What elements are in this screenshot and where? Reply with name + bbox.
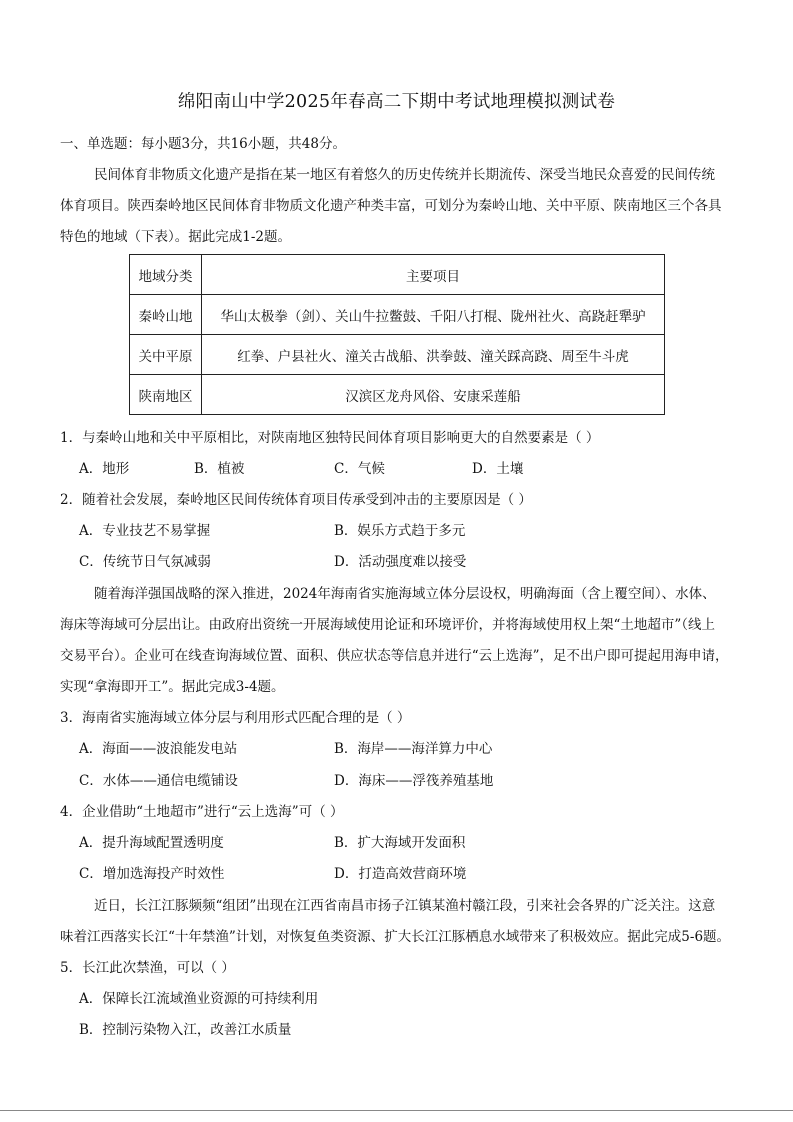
table-header: 主要项目: [202, 255, 665, 295]
question-2-option-b: B．娱乐方式趋于多元: [334, 523, 466, 539]
question-1-stem: 1．与秦岭山地和关中平原相比，对陕南地区独特民间体育项目影响更大的自然要素是（ ）: [60, 430, 600, 446]
question-2-option-a: A．专业技艺不易掌握: [79, 523, 211, 539]
section-heading: 一、单选题：每小题3分，共16小题，共48分。: [60, 136, 346, 152]
table-cell: 陕南地区: [130, 375, 202, 415]
passage-2-line-2: 海床等海域可分层出让。由政府出资统一开展海域使用论证和环境评价，并将海域使用权上架“土地超市”（线上: [60, 617, 716, 633]
page-bottom-rule: [0, 1110, 793, 1111]
question-2-option-c: C．传统节日气氛减弱: [79, 554, 211, 570]
question-4-option-a: A．提升海域配置透明度: [79, 835, 224, 851]
question-4-stem: 4．企业借助“土地超市”进行“云上选海”可（ ）: [60, 804, 344, 820]
table-cell: 红拳、户县社火、潼关古战船、洪拳鼓、潼关踩高跷、周至牛斗虎: [202, 335, 665, 375]
question-4-option-b: B．扩大海域开发面积: [334, 835, 466, 851]
question-5-stem: 5．长江此次禁渔，可以（ ）: [60, 960, 235, 976]
table-cell: 汉滨区龙舟风俗、安康采莲船: [202, 375, 665, 415]
table-cell: 秦岭山地: [130, 295, 202, 335]
table-row: [130, 335, 665, 375]
table-cell: 关中平原: [130, 335, 202, 375]
question-1-option-c: C．气候: [334, 461, 385, 477]
question-2-stem: 2．随着社会发展，秦岭地区民间传统体育项目传承受到冲击的主要原因是（ ）: [60, 492, 532, 508]
region-table: [129, 254, 665, 415]
question-5-option-a: A．保障长江流域渔业资源的可持续利用: [79, 991, 319, 1007]
question-4-option-c: C．增加选海投产时效性: [79, 866, 225, 882]
passage-1-line-1: 民间体育非物质文化遗产是指在某一地区有着悠久的历史传统并长期流传、深受当地民众喜爱的民间传统: [94, 167, 715, 183]
passage-3-line-2: 味着江西落实长江“十年禁渔”计划，对恢复鱼类资源、扩大长江江豚栖息水域带来了积极效应。据此完成5-6题。: [60, 929, 731, 945]
question-4-option-d: D．打造高效营商环境: [334, 866, 467, 882]
question-3-option-d: D．海床——浮筏养殖基地: [334, 773, 494, 789]
question-1-option-a: A．地形: [79, 461, 130, 477]
question-1-option-d: D．土壤: [472, 461, 524, 477]
page-title: 绵阳南山中学2025年春高二下期中考试地理模拟测试卷: [177, 92, 616, 112]
table-header-row: [130, 255, 665, 295]
table-cell: 华山太极拳（剑）、关山牛拉鳖鼓、千阳八打棍、陇州社火、高跷赶犟驴: [202, 295, 665, 335]
passage-2-line-3: 交易平台）。企业可在线查询海域位置、面积、供应状态等信息并进行“云上选海”，足不出户即可提起用海申请，: [60, 648, 729, 664]
question-3-option-c: C．水体——通信电缆铺设: [79, 773, 238, 789]
question-5-option-b: B．控制污染物入江，改善江水质量: [79, 1022, 292, 1038]
table-header: 地域分类: [130, 255, 202, 295]
table-row: [130, 295, 665, 335]
question-3-option-a: A．海面——波浪能发电站: [79, 741, 238, 757]
passage-1-line-3: 特色的地域（下表）。据此完成1-2题。: [60, 229, 291, 245]
question-3-stem: 3．海南省实施海域立体分层与利用形式匹配合理的是（ ）: [60, 710, 411, 726]
passage-3-line-1: 近日，长江江豚频频“组团”出现在江西省南昌市扬子江镇某渔村赣江段，引来社会各界的广泛关注。这意: [94, 898, 716, 914]
passage-1-line-2: 体育项目。陕西秦岭地区民间体育非物质文化遗产种类丰富，可划分为秦岭山地、关中平原、陕南地区三个各具: [60, 198, 722, 214]
question-1-option-b: B．植被: [194, 461, 245, 477]
question-2-option-d: D．活动强度难以接受: [334, 554, 467, 570]
passage-2-line-1: 随着海洋强国战略的深入推进，2024年海南省实施海域立体分层设权，明确海面（含上覆空间）、水体、: [94, 586, 716, 602]
question-3-option-b: B．海岸——海洋算力中心: [334, 741, 493, 757]
table-row: [130, 375, 665, 415]
passage-2-line-4: 实现“拿海即开工”。据此完成3-4题。: [60, 679, 285, 695]
